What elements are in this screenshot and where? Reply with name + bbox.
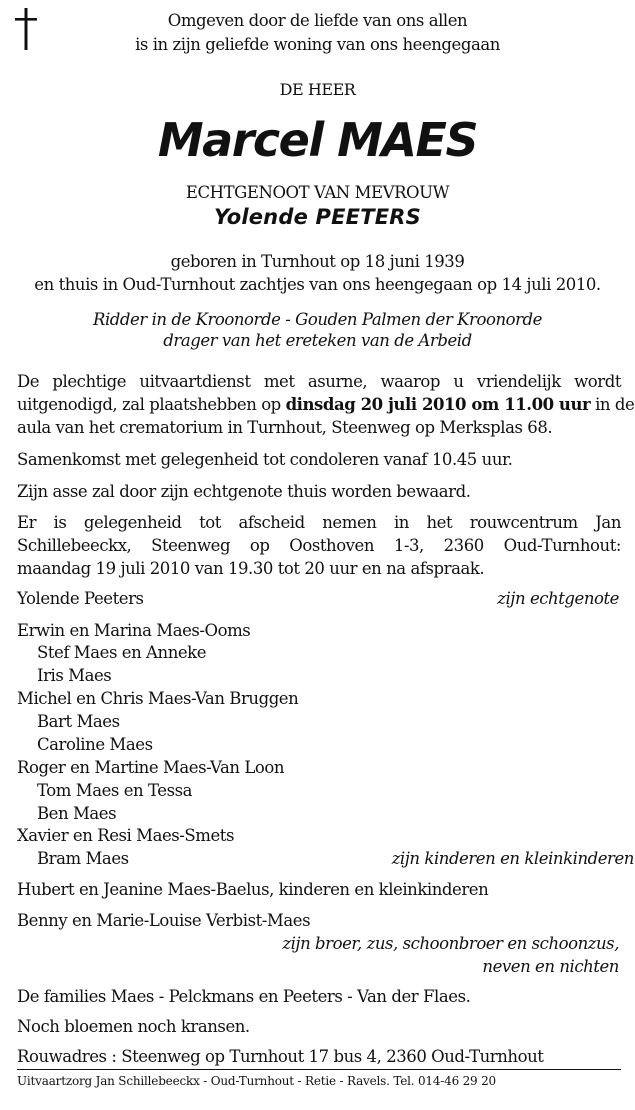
condolence-line: Samenkomst met gelegenheid tot condoleren vanaf 10.45 uur. — [17, 450, 513, 469]
spouse-name: Yolende PEETERS — [214, 205, 421, 229]
family-member: Iris Maes — [37, 666, 112, 685]
sibling-role-2: neven en nichten — [482, 957, 619, 976]
family-member: Tom Maes en Tessa — [37, 781, 193, 800]
deceased-name: Marcel MAES — [157, 113, 478, 167]
flowers-line: Noch bloemen noch kransen. — [17, 1017, 250, 1036]
birth-line: geboren in Turnhout op 18 juni 1939 — [170, 252, 465, 271]
funeral-home-footer: Uitvaartzorg Jan Schillebeeckx - Oud-Turnhout - Retie - Ravels. Tel. 014-46 29 20 — [17, 1074, 496, 1088]
title: DE HEER — [279, 80, 356, 99]
spouse-entry: Yolende Peeters — [17, 589, 144, 608]
intro-line-1: Omgeven door de liefde van ons allen — [167, 11, 468, 30]
footer-divider — [17, 1069, 621, 1070]
families-line: De families Maes - Pelckmans en Peeters - Van der Flaes. — [17, 987, 471, 1006]
farewell-line-1: Er is gelegenheid tot afscheid nemen in het rouwcentrum Jan — [17, 513, 621, 532]
ceremony-date: dinsdag 20 juli 2010 om 11.00 uur — [285, 395, 591, 414]
ceremony-line-2: uitgenodigd, zal plaatshebben op dinsdag 20 juli 2010 om 11.00 uur in de — [17, 395, 635, 414]
family-member: Xavier en Resi Maes-Smets — [17, 826, 234, 845]
honor-line-1: Ridder in de Kroonorde - Gouden Palmen der Kroonorde — [93, 310, 542, 329]
ashes-line: Zijn asse zal door zijn echtgenote thuis worden bewaard. — [17, 482, 471, 501]
family-member: Bram Maes — [37, 849, 129, 868]
children-role: zijn kinderen en kleinkinderen — [391, 849, 634, 868]
ceremony-line-1: De plechtige uitvaartdienst met asurne, waarop u vriendelijk wordt — [17, 372, 621, 391]
family-member: Bart Maes — [37, 712, 120, 731]
death-line: en thuis in Oud-Turnhout zachtjes van ons heengegaan op 14 juli 2010. — [34, 275, 601, 294]
address-line: Rouwadres : Steenweg op Turnhout 17 bus 4, 2360 Oud-Turnhout — [17, 1047, 544, 1066]
sister-entry: Benny en Marie-Louise Verbist-Maes — [17, 911, 311, 930]
sibling-role-1: zijn broer, zus, schoonbroer en schoonzus, — [282, 934, 619, 953]
farewell-line-3: maandag 19 juli 2010 van 19.30 tot 20 uur en na afspraak. — [17, 559, 485, 578]
ceremony-line-3: aula van het crematorium in Turnhout, Steenweg op Merksplas 68. — [17, 418, 553, 437]
spouse-label: ECHTGENOOT VAN MEVROUW — [185, 183, 450, 202]
family-member: Caroline Maes — [37, 735, 153, 754]
brother-entry: Hubert en Jeanine Maes-Baelus, kinderen en kleinkinderen — [17, 880, 489, 899]
family-member: Roger en Martine Maes-Van Loon — [17, 758, 285, 777]
spouse-role: zijn echtgenote — [497, 589, 619, 608]
family-member: Ben Maes — [37, 804, 117, 823]
family-member: Michel en Chris Maes-Van Bruggen — [17, 689, 299, 708]
family-member: Stef Maes en Anneke — [37, 643, 207, 662]
farewell-line-2: Schillebeeckx, Steenweg op Oosthoven 1-3, 2360 Oud-Turnhout: — [17, 536, 621, 555]
intro-line-2: is in zijn geliefde woning van ons heengegaan — [135, 35, 500, 54]
honor-line-2: drager van het ereteken van de Arbeid — [163, 331, 472, 350]
family-member: Erwin en Marina Maes-Ooms — [17, 621, 251, 640]
